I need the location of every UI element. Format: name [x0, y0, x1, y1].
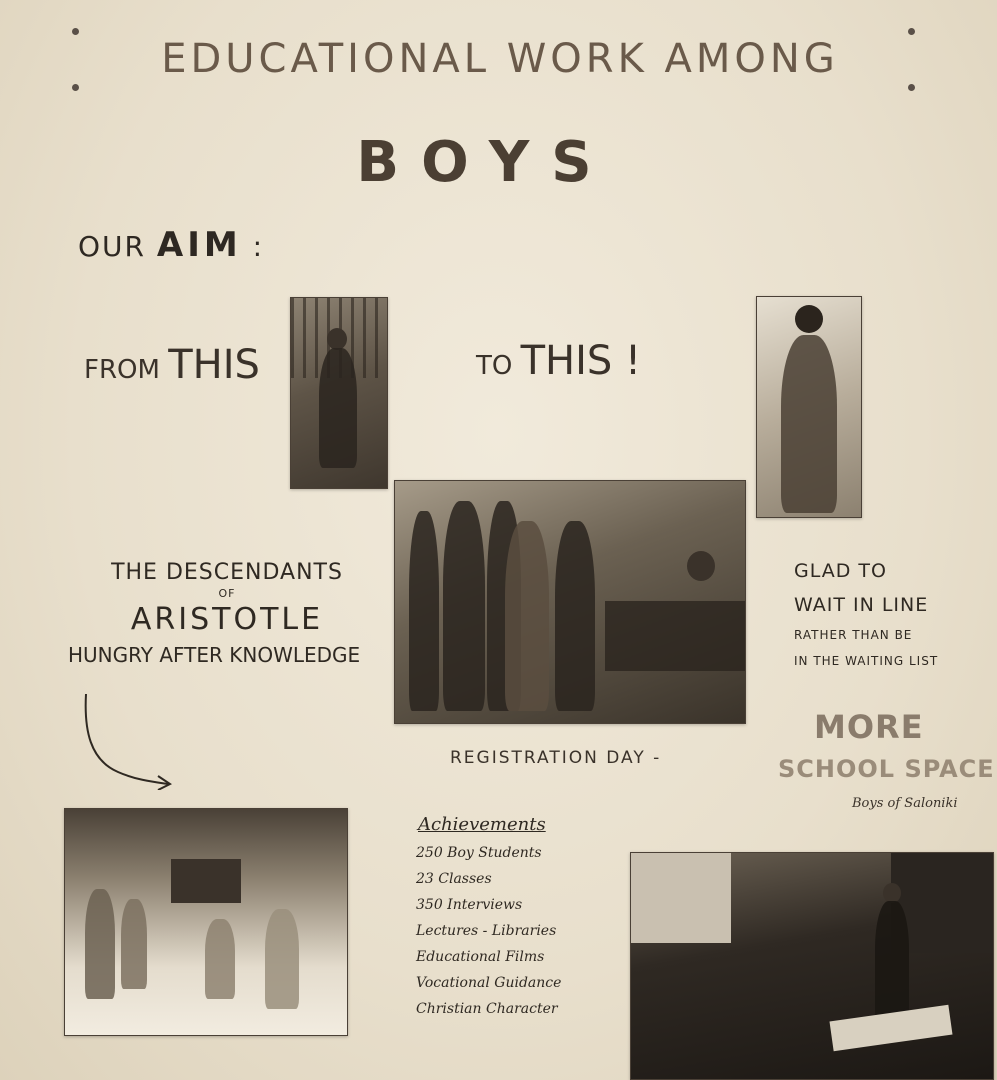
- photo-classroom: [630, 852, 994, 1080]
- aim-prefix: OUR: [78, 230, 146, 263]
- from-this-label: [84, 342, 260, 388]
- signature: Boys of Saloniki: [852, 796, 958, 811]
- aim-colon: :: [252, 230, 265, 263]
- photo-boy-after: [756, 296, 862, 518]
- school-space-heading: SCHOOL SPACE: [778, 755, 995, 783]
- list-item: 23 Classes: [416, 871, 492, 887]
- title-line2: BOYS: [356, 130, 614, 195]
- descendants-caption: [62, 560, 392, 667]
- photo-lecture-room: [64, 808, 348, 1036]
- wait-line3: RATHER THAN BE: [794, 628, 913, 642]
- to-this-label: [476, 338, 641, 384]
- wait-line1: GLAD TO: [794, 560, 887, 582]
- from-label: FROM: [84, 355, 160, 385]
- wait-note: [794, 560, 938, 680]
- descendants-line3: ARISTOTLE: [130, 602, 324, 637]
- to-this-text: THIS !: [520, 338, 642, 384]
- photo-boy-before: [290, 297, 388, 489]
- to-label: TO: [476, 351, 513, 381]
- wait-line4: IN THE WAITING LIST: [794, 654, 939, 668]
- list-item: Christian Character: [416, 1001, 558, 1017]
- photo-registration-day: [394, 480, 746, 724]
- descendants-line2: OF: [218, 587, 236, 600]
- arrow-icon: [70, 690, 180, 790]
- descendants-line1: THE DESCENDANTS: [111, 560, 343, 585]
- ornament-dot: [72, 28, 79, 35]
- registration-day-caption: REGISTRATION DAY -: [450, 748, 662, 768]
- wait-line2: WAIT IN LINE: [794, 594, 929, 616]
- from-this-text: THIS: [168, 342, 260, 388]
- list-item: Educational Films: [416, 949, 545, 965]
- ornament-dot: [908, 84, 915, 91]
- descendants-line4: HUNGRY AFTER KNOWLEDGE: [68, 643, 361, 667]
- title-line1: EDUCATIONAL WORK AMONG: [161, 36, 839, 82]
- list-item: 350 Interviews: [416, 897, 523, 913]
- list-item: Lectures - Libraries: [416, 923, 557, 939]
- list-item: Vocational Guidance: [416, 975, 562, 991]
- achievements-heading: Achievements: [418, 814, 546, 835]
- ornament-dot: [72, 84, 79, 91]
- aim-word: AIM: [156, 225, 242, 265]
- our-aim-heading: [78, 225, 264, 265]
- more-heading: MORE: [814, 708, 924, 746]
- ornament-dot: [908, 28, 915, 35]
- achievements-list: [416, 814, 561, 1027]
- list-item: 250 Boy Students: [416, 845, 542, 861]
